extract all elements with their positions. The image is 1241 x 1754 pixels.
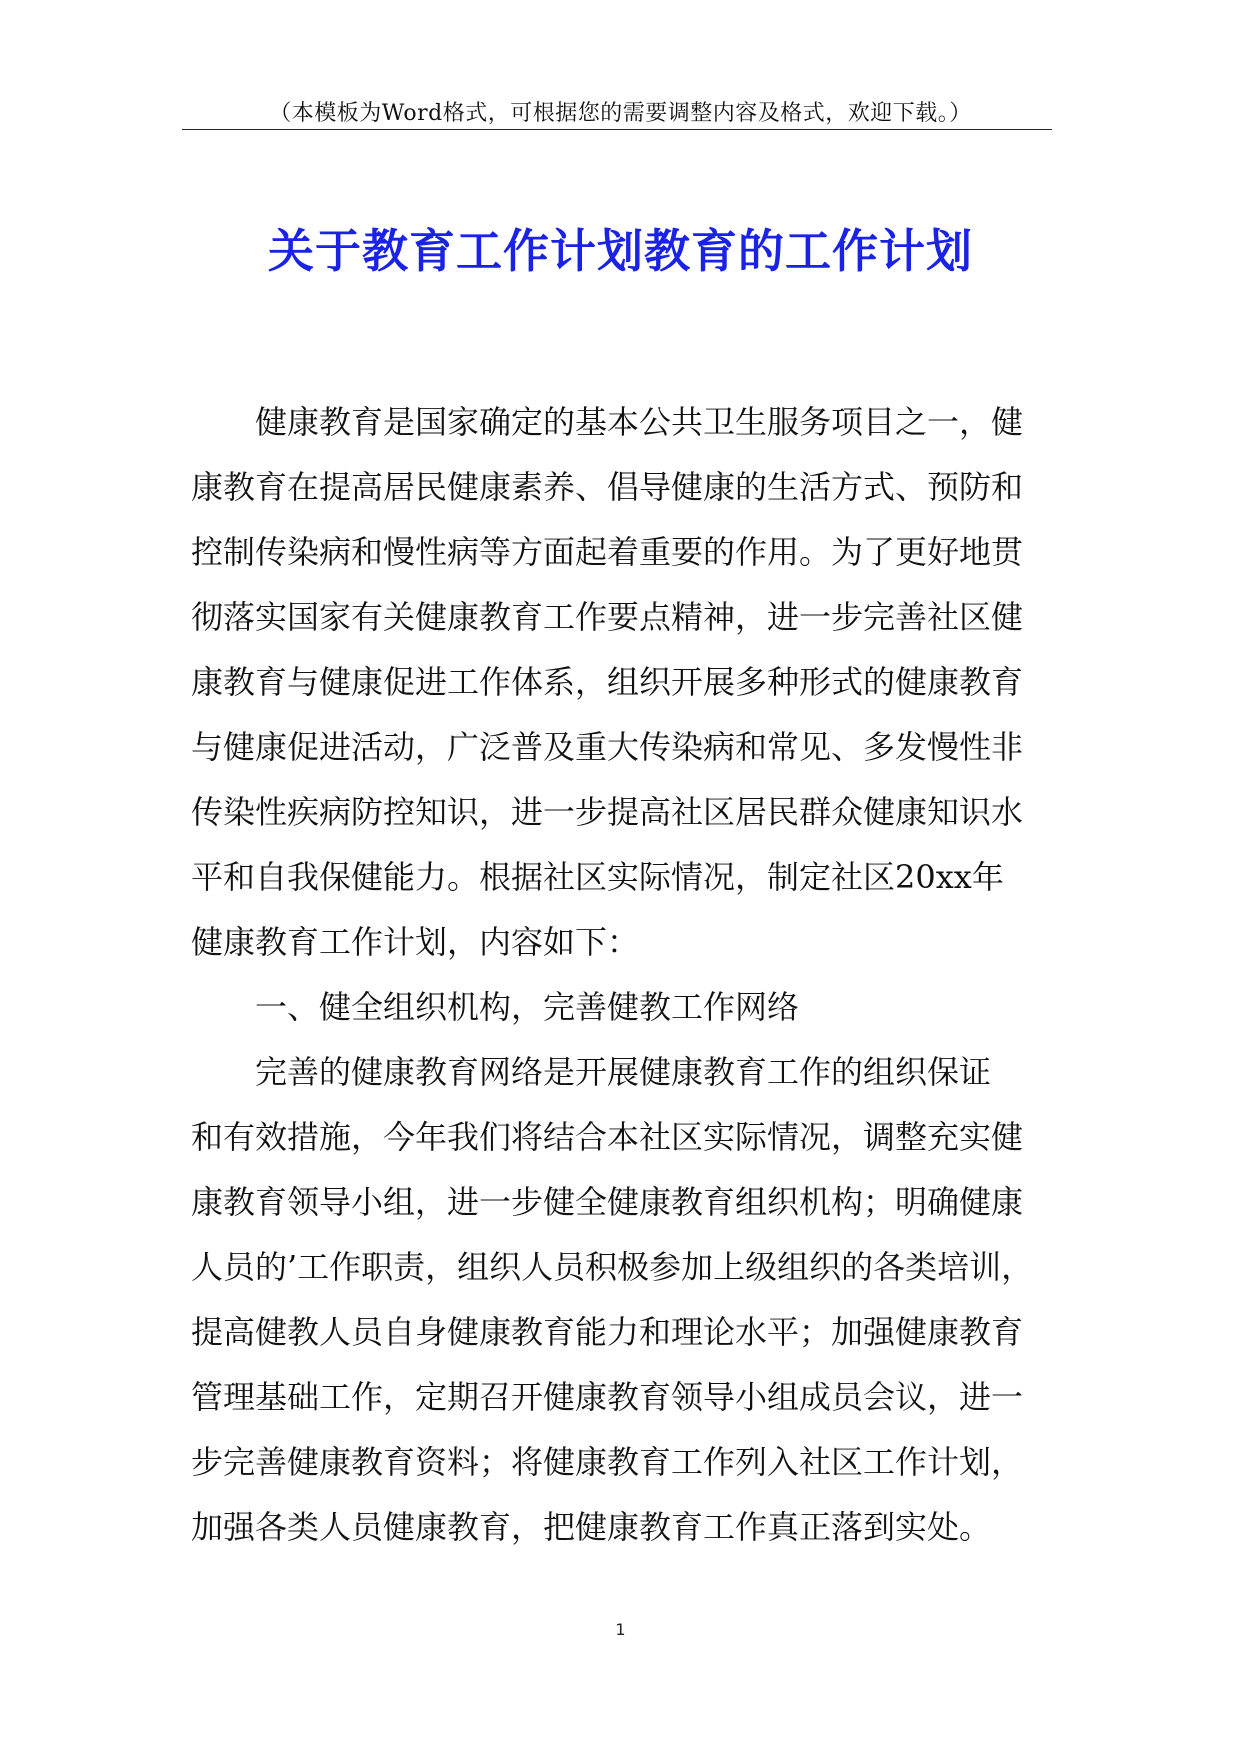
text-line: 彻落实国家有关健康教育工作要点精神，进一步完善社区健 — [191, 598, 1024, 636]
section-heading-1 — [191, 975, 1055, 1040]
text-line: 健康教育工作计划，内容如下： — [191, 923, 640, 961]
text-line: 完善的健康教育网络是开展健康教育工作的组织保证 — [255, 1053, 992, 1091]
section-heading-text: 一、健全组织机构，完善健教工作网络 — [255, 988, 800, 1026]
text-line: 提高健教人员自身健康教育能力和理论水平；加强健康教育 — [191, 1313, 1024, 1351]
text-line: 和有效措施，今年我们将结合本社区实际情况，调整充实健 — [191, 1118, 1024, 1156]
text-line: 康教育与健康促进工作体系，组织开展多种形式的健康教育 — [191, 663, 1024, 701]
paragraph-intro — [191, 390, 1055, 975]
page-number: 1 — [615, 1620, 626, 1639]
text-line: 与健康促进活动，广泛普及重大传染病和常见、多发慢性非 — [191, 728, 1024, 766]
text-line: 人员的’工作职责，组织人员积极参加上级组织的各类培训， — [191, 1248, 1034, 1286]
paragraph-network — [191, 1040, 1055, 1560]
document-title: 关于教育工作计划教育的工作计划 — [268, 224, 973, 278]
text-line: 步完善健康教育资料；将健康教育工作列入社区工作计划， — [191, 1443, 1024, 1481]
text-line: 康教育领导小组，进一步健全健康教育组织机构；明确健康 — [191, 1183, 1024, 1221]
text-line: 控制传染病和慢性病等方面起着重要的作用。为了更好地贯 — [191, 533, 1024, 571]
text-line: 传染性疾病防控知识，进一步提高社区居民群众健康知识水 — [191, 793, 1024, 831]
text-line: 加强各类人员健康教育，把健康教育工作真正落到实处。 — [191, 1508, 992, 1546]
text-line: 管理基础工作，定期召开健康教育领导小组成员会议，进一 — [191, 1378, 1024, 1416]
text-line: 康教育在提高居民健康素养、倡导健康的生活方式、预防和 — [191, 468, 1024, 506]
text-line: 健康教育是国家确定的基本公共卫生服务项目之一，健 — [255, 403, 1024, 441]
document-body — [191, 390, 1055, 1560]
text-line: 平和自我保健能力。根据社区实际情况，制定社区20xx年 — [191, 858, 1004, 896]
header-divider — [182, 129, 1052, 130]
template-note: （本模板为Word格式，可根据您的需要调整内容及格式，欢迎下载。） — [269, 101, 972, 126]
